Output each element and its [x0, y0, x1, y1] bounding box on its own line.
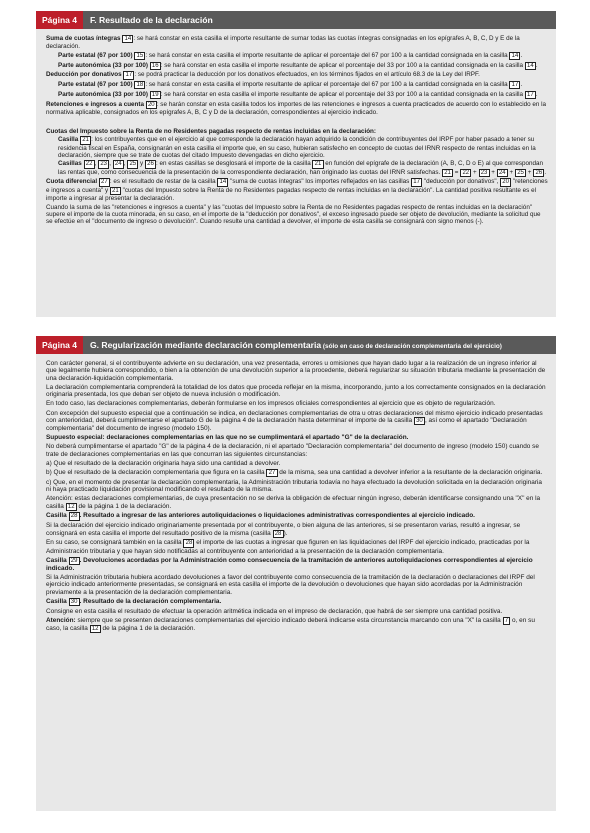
paragraph-parte-estatal: Parte estatal (67 por 100) 15 : se hará constar en esta casilla el importe resultante de aplicar el porcentaje del 67 por 100 a la cantidad consignada en la casilla 14 .	[58, 51, 523, 59]
paragraph-exceso-devolucion: Cuando la suma de las "retenciones e ingresos a cuenta" y las "cuotas del Impuesto sobre la Renta de no Residentes pagadas respecto de rentas incluidas en la declaración" supere el importe de la cuota minorada, en su caso, en el importe de la "deducción por donativos", el exceso ingresado puede ser objeto de devolución, mediante la solicitud que se efectúe en el "documento de ingreso o devolución". Cuando resulte una cantidad a devolver, el importe de esta casilla se consignará con signo menos (-).	[46, 203, 541, 225]
text: : se hará constar en esta casilla el importe resultante de aplicar el porcentaje del 67 por 100 a la cantidad consignada en la casilla	[145, 51, 510, 59]
box-number: 21	[80, 136, 91, 144]
box-number: 12	[66, 503, 77, 511]
term: Casilla	[46, 597, 69, 605]
paragraph-atencion-identificar	[46, 495, 548, 511]
box-number: 7	[503, 617, 511, 625]
text: b) Que el resultado de la declaración complementaria que figura en la casilla	[46, 468, 267, 476]
section-resultado-declaracion	[36, 11, 556, 317]
section-title: F. Resultado de la declaración	[89, 15, 213, 25]
box-number: 25	[127, 160, 138, 168]
box-number: 28	[273, 530, 284, 538]
section-header	[36, 336, 556, 354]
text: : se hará constar en esta casilla el importe resultante de aplicar el porcentaje del 33 por 100 a la cantidad consignada en la casilla	[160, 91, 525, 99]
subheading-supuesto-especial	[46, 434, 548, 441]
text: ).	[283, 529, 288, 537]
box-number: 20	[146, 101, 157, 109]
term: Casilla	[46, 512, 69, 520]
page-tag: Página 4	[36, 11, 83, 29]
term: Parte autonómica (33 por 100)	[58, 61, 150, 69]
text: en función del epígrafe de la declaración (A, B, C, D o E) al que correspondan las rentas que, como consecuencia de la presentación de la correspondiente declaración, han originado las cuotas del IRNR satisfechas.	[58, 160, 544, 176]
term: Casilla	[58, 136, 81, 144]
box-number: 21	[110, 187, 121, 195]
text: : en estas casillas se desglosará el importe de la casilla	[156, 160, 313, 168]
text: : es el resultado de restar de la casilla	[109, 178, 218, 186]
title-text: G. Regularización mediante declaración complementaria	[89, 340, 322, 350]
subheading-text: Supuesto especial: declaraciones complementarias en las que no se cumplimentará el apartado "G" de la declaración.	[46, 434, 409, 442]
page-tag: Página 4	[36, 336, 83, 354]
box-number: 23	[98, 160, 109, 168]
text: : se hará constar en esta casilla el importe resultante de sumar todas las cuotas íntegras consignadas en los epígrafes A, B, C, D y E de la declaración.	[46, 35, 520, 51]
box-number: 28	[183, 539, 194, 547]
title-note: (sólo en caso de declaración complementaria del ejercicio)	[321, 343, 502, 350]
text: : los contribuyentes que en el ejercicio al que corresponde la declaración hayan adquirido la condición de contribuyentes del IRPF por haber pasado a tener su residencia fiscal en España, consignarán en esta casilla el importe que, en su caso, hubieran satisfecho en concepto de cuotas del IRNR respecto de rentas incluidas en la declaración, siempre que se trate de cuotas del citado Impuesto devengadas en dicho ejercicio.	[58, 136, 536, 159]
paragraph-donativos-autonomica: Parte autonómica (33 por 100) 19 : se hará constar en esta casilla el importe resultante de aplicar el porcentaje del 33 por 100 a la cantidad consignada en la casilla 17 .	[58, 91, 538, 99]
term: Casillas	[58, 160, 84, 168]
section-title	[83, 340, 502, 350]
text: En su caso, se consignará también en la casilla	[46, 539, 184, 547]
box-number: 21	[442, 169, 453, 177]
term: Parte estatal (67 por 100)	[58, 51, 135, 59]
paragraph-atencion-final	[46, 617, 548, 633]
text: "retenciones e ingresos a cuenta" y	[46, 178, 548, 194]
box-number: 17	[123, 71, 134, 79]
text: de la página 1 de la declaración.	[76, 502, 172, 510]
list-item-b	[46, 469, 548, 477]
box-number: 19	[150, 91, 161, 99]
box-number: 27	[266, 469, 277, 477]
text: Si la declaración del ejercicio indicado originariamente presentada por el contribuyente, o bien alguna de las anteriores, si se presentaron varias, resultó a ingresar, se consignará en esta casilla el importe del resultado positivo de la misma (casilla	[46, 522, 521, 537]
term: Cuota diferencial	[46, 178, 99, 186]
text: "suma de cuotas íntegras" los importes reflejados en las casillas	[228, 178, 412, 186]
subheading-casilla-29	[46, 557, 548, 573]
box-number: 14	[525, 62, 536, 70]
box-number: 30	[414, 417, 425, 425]
text: de la página 1 de la declaración.	[100, 624, 196, 632]
text: : se harán constar en esta casilla todos los importes de las retenciones e ingresos a cuenta practicados de acuerdo con lo establecido en la normativa aplicable, consignados en los epígrafes A, B, C y D de la declaración, correspondientes al ejercicio indicado.	[46, 100, 547, 117]
subheading-no-residentes	[46, 128, 548, 135]
box-number: 14	[122, 35, 133, 43]
term: Casilla	[46, 556, 69, 564]
paragraph-cuotas-liquidaciones	[46, 539, 548, 555]
box-number: 17	[525, 91, 536, 99]
text: : se hará constar en esta casilla el importe resultante de aplicar el porcentaje del 67 por 100 a la cantidad consignada en la casilla	[145, 81, 510, 89]
box-number: 16	[150, 62, 161, 70]
box-number: 21	[312, 160, 323, 168]
term: Suma de cuotas íntegras	[46, 35, 123, 42]
paragraph-caracter-general: Con carácter general, si el contribuyente advierte en su declaración, una vez presentada, errores u omisiones que hayan dado lugar a la realización de un ingreso inferior al que legalmente hubiera correspondido, o bien a la obtención de una devolución superior a la procedente, deberá regularizar su situación tributaria mediante la presentación de una declaración-liquidación complementaria.	[46, 360, 546, 382]
box-number: 28	[69, 512, 80, 520]
text: : se hará constar en esta casilla el importe resultante de aplicar el porcentaje del 33 por 100 a la cantidad consignada en la casilla	[160, 61, 525, 69]
term: Deducción por donativos	[46, 71, 124, 79]
list-item-a: a) Que el resultado de la declaración originaria haya sido una cantidad a devolver.	[46, 459, 281, 467]
section-body	[36, 29, 556, 317]
term: . Devoluciones acordadas por la Administración como consecuencia de la tramitación de anteriores autoliquidaciones correspondientes al ejercicio indicado.	[46, 556, 533, 572]
box-number: 17	[509, 81, 520, 89]
box-number: 22	[84, 160, 95, 168]
term: Retenciones e ingresos a cuenta	[46, 100, 146, 108]
paragraph-donativos-estatal: Parte estatal (67 por 100) 18 : se hará constar en esta casilla el importe resultante de aplicar el porcentaje del 67 por 100 a la cantidad consignada en la casilla 17 .	[58, 81, 523, 89]
section-header	[36, 11, 556, 29]
box-number: 15	[134, 52, 145, 60]
box-number: 17	[411, 178, 422, 186]
box-number: 27	[99, 178, 110, 186]
paragraph-casillas-22-26: Casillas 22 , 23 , 24 , 25 y 26 : en estas casillas se desglosará el importe de la casilla 21 en función del epígrafe de la declaración (A, B, C, D o E) al que correspondan las rentas que, como consecuencia de la presentación de la correspondiente declaración, han originado las cuotas del IRNR satisfechas. 21 = 22 + 23 + 24 + 25 + 26 .	[58, 160, 547, 176]
box-number: 30	[69, 598, 80, 606]
text: , así como el apartado "Declaración complementaria" del documento de ingreso (modelo 150).	[46, 416, 527, 433]
section-body	[36, 354, 556, 811]
text: "deducción por donativos",	[422, 178, 501, 186]
text: : se podrá practicar la deducción por los donativos efectuados, en los términos fijados en el artículo 68.3 de la Ley del IRPF.	[134, 71, 480, 79]
paragraph-parte-autonomica: Parte autonómica (33 por 100) 16 : se hará constar en esta casilla el importe resultante de aplicar el porcentaje del 33 por 100 a la cantidad consignada en la casilla 14 .	[58, 61, 538, 69]
term: Atención:	[46, 616, 76, 624]
box-number: 24	[497, 169, 508, 177]
text: Con excepción del supuesto especial que a continuación se indica, en declaraciones complementarias de otra u otras declaraciones del mismo ejercicio indicado presentadas con anterioridad, deberá cumplimentarse el apartado G de la página 4 de la declaración hasta determinar el importe de la casilla	[46, 409, 543, 424]
paragraph-excepcion	[46, 410, 548, 433]
box-number: 26	[145, 160, 156, 168]
box-number: 26	[533, 169, 544, 177]
paragraph-no-cumplimentar: No deberá cumplimentarse el apartado "G" de la página 4 de la declaración, ni el apartado "Declaración complementaria" del documento de ingreso (modelo 150) cuando se trate de declaraciones complementarias en las que concurran las siguientes circunstancias:	[46, 443, 539, 458]
box-number: 18	[134, 81, 145, 89]
box-number: 14	[217, 178, 228, 186]
box-number: 25	[515, 169, 526, 177]
paragraph-deduccion-donativos	[46, 71, 548, 79]
list-item-c: c) Que, en el momento de presentar la declaración complementaria, la Administración tributaria todavía no haya efectuado la devolución solicitada en la declaración originaria ni haya practicado liquidación provisional modificando el resultado de la misma.	[46, 478, 542, 494]
paragraph-suma-cuotas	[46, 35, 548, 50]
text: o, en su caso, la casilla	[46, 616, 535, 632]
box-number: 14	[509, 52, 520, 60]
paragraph-retenciones	[46, 101, 548, 116]
text: "cuotas del Impuesto sobre la Renta de no Residentes pagadas respecto de rentas incluidas en la declaración". La cantidad positiva resultante es el importe a ingresar al presentar la declaración.	[46, 186, 536, 202]
paragraph-impresos-oficiales: En todo caso, las declaraciones complementarias, deberán formularse en los impresos oficiales correspondientes al ejercicio que es objeto de regularización.	[46, 400, 496, 408]
spacer	[46, 118, 548, 126]
text: siempre que se presenten declaraciones complementarias del ejercicio indicado deberá indicarse esta circunstancia marcando con una "X" la casilla	[75, 616, 503, 624]
subheading-text: Cuotas del Impuesto sobre la Renta de no Residentes pagadas respecto de rentas incluidas en la declaración:	[46, 127, 376, 135]
box-number: 23	[479, 169, 490, 177]
paragraph-resultado-ingresar	[46, 522, 548, 538]
box-number: 22	[460, 169, 471, 177]
paragraph-cuota-diferencial	[46, 178, 548, 202]
term: Parte autonómica (33 por 100)	[58, 91, 150, 99]
box-number: 20	[500, 178, 511, 186]
box-number: 24	[113, 160, 124, 168]
term: . Resultado a ingresar de las anteriores autoliquidaciones o liquidaciones administrativas correspondientes al ejercicio indicado.	[79, 512, 475, 520]
text: el importe de las cuotas a ingresar que figuren en las liquidaciones del IRPF del ejercicio indicado, practicadas por la Administración tributaria y que hayan sido notificadas al contribuyente con anterioridad a la presentación de la declaración complementaria.	[46, 539, 530, 555]
subheading-casilla-30	[46, 598, 548, 606]
box-number: 29	[69, 557, 80, 565]
text: de la misma, sea una cantidad a devolver inferior a la resultante de la declaración originaria.	[277, 468, 543, 476]
paragraph-consigne: Consigne en esta casilla el resultado de efectuar la operación aritmética indicada en el impreso de declaración, que habrá de ser siempre una cantidad positiva.	[46, 607, 503, 615]
term: . Resultado de la declaración complementaria.	[79, 597, 222, 605]
term: Parte estatal (67 por 100)	[58, 81, 135, 89]
paragraph-casilla-21	[46, 136, 548, 158]
box-number: 12	[90, 625, 101, 633]
section-regularizacion	[36, 336, 556, 811]
paragraph-comprendera: La declaración complementaria comprenderá la totalidad de los datos que proceda reflejar en la misma, incorporando, junto a los correctamente consignados en la declaración originaria presentada, los que deban ser objeto de nueva inclusión o modificación.	[46, 383, 546, 399]
paragraph-devoluciones: Si la Administración tributaria hubiera acordado devoluciones a favor del contribuyente como consecuencia de la tramitación de la declaración o declaraciones del IRPF del ejercicio indicado anteriormente presentadas, se consignará en esta casilla el importe de la devolución o devoluciones que hayan sido acordadas por la Administración previamente a la presentación de la declaración complementaria.	[46, 573, 535, 596]
text: Atención: estas declaraciones complementarias, de cuya presentación no se deriva la obligación de efectuar ningún ingreso, deberán identificarse consignando una "X" en la casilla	[46, 495, 541, 510]
subheading-casilla-28	[46, 512, 548, 520]
